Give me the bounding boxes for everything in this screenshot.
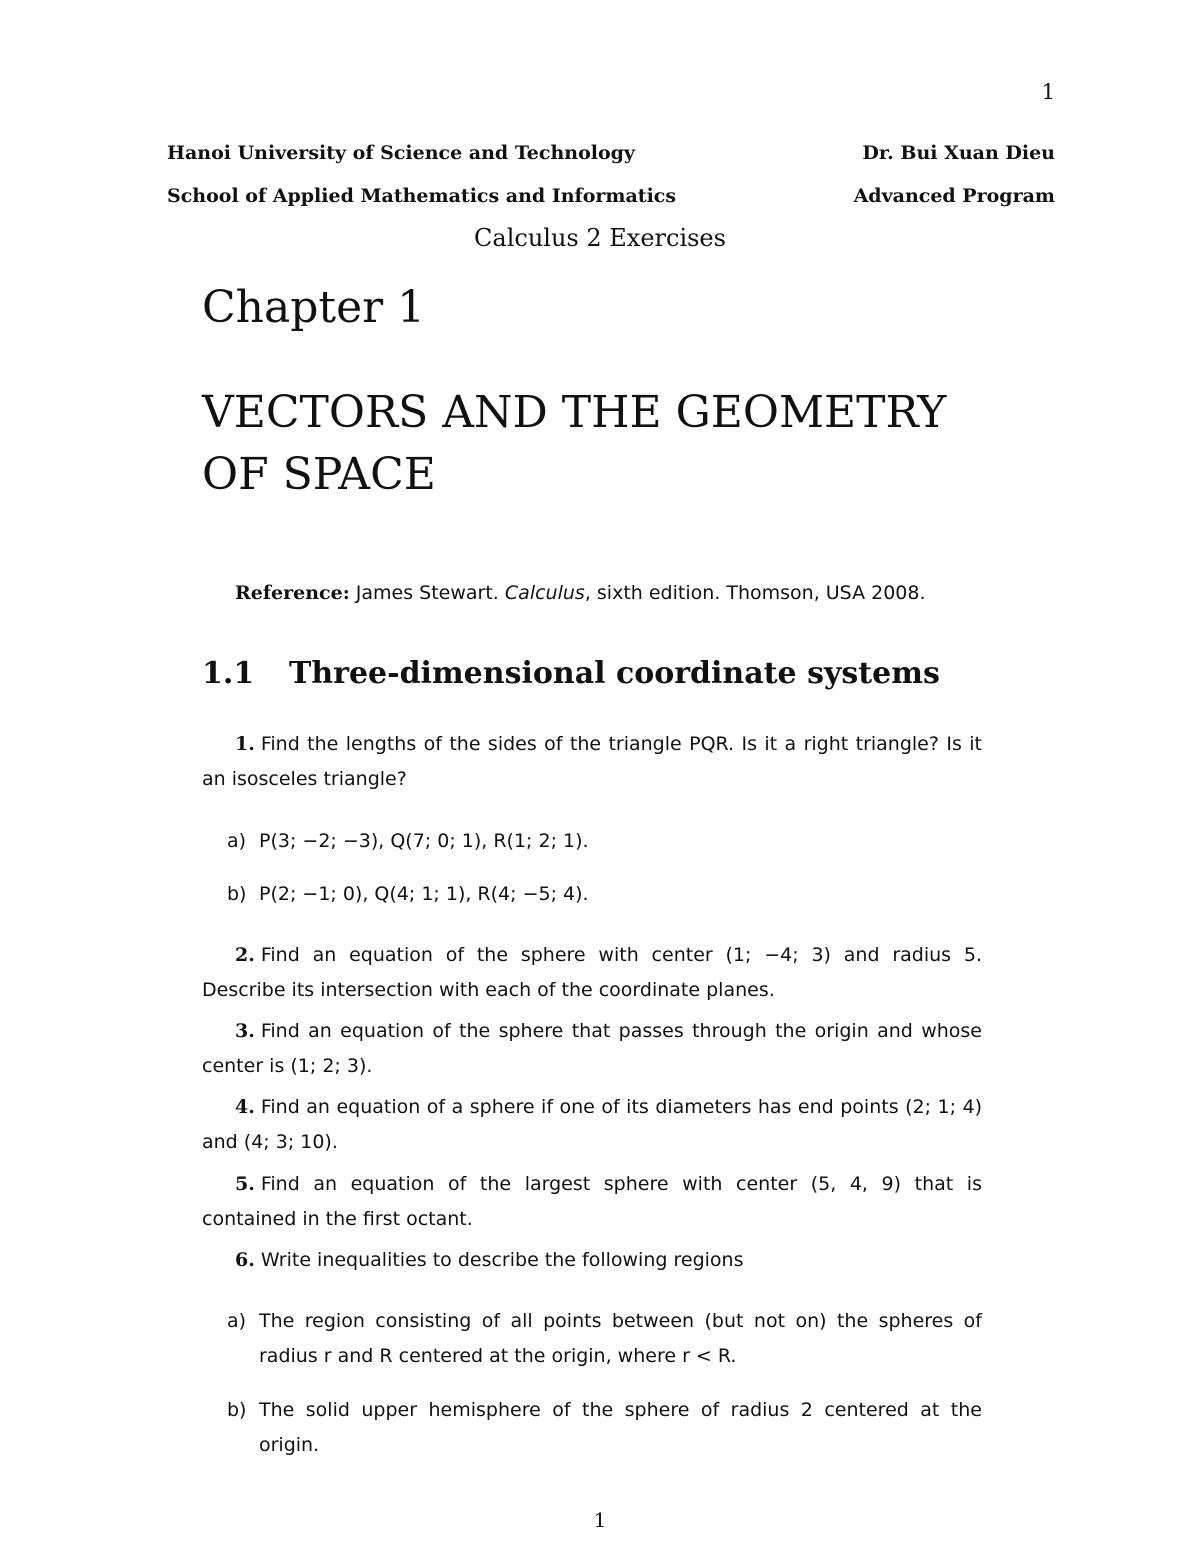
part-label: b): [227, 883, 247, 905]
part-text: The solid upper hemisphere of the sphere of radius 2 centered at the origin.: [259, 1399, 982, 1456]
part-text: P(2; −1; 0), Q(4; 1; 1), R(4; −5; 4).: [259, 883, 589, 905]
exercise-1-part-b: [227, 877, 982, 912]
exercise-6: [202, 1243, 982, 1278]
exercise-1-part-a: [227, 824, 982, 859]
reference-author: James Stewart.: [355, 582, 499, 604]
reference-rest: , sixth edition. Thomson, USA 2008.: [584, 582, 926, 604]
chapter-label: Chapter 1: [202, 282, 426, 333]
page-number-top: 1: [1041, 80, 1055, 104]
exercise-number: 2.: [235, 944, 255, 966]
header-university: Hanoi University of Science and Technology: [167, 142, 635, 164]
exercise-text: Find an equation of the largest sphere with center (5, 4, 9) that is contained in the first octant.: [202, 1173, 982, 1230]
exercise-text: Write inequalities to describe the following regions: [260, 1249, 744, 1271]
exercise-4: [202, 1090, 982, 1160]
header-program: Advanced Program: [853, 185, 1055, 207]
page-number-bottom: 1: [593, 1508, 607, 1532]
exercise-6-part-b: [227, 1393, 982, 1463]
exercise-number: 6.: [235, 1249, 255, 1271]
part-text: P(3; −2; −3), Q(7; 0; 1), R(1; 2; 1).: [259, 830, 589, 852]
exercise-2: [202, 938, 982, 1008]
exercise-text: Find an equation of the sphere that passes through the origin and whose center is (1; 2; 3).: [202, 1020, 982, 1077]
exercise-3: [202, 1014, 982, 1084]
course-title: Calculus 2 Exercises: [474, 224, 726, 252]
chapter-title: VECTORS AND THE GEOMETRY OF SPACE: [202, 387, 947, 500]
section-heading: [202, 656, 940, 691]
section-number: 1.1: [202, 656, 255, 691]
exercise-1: [202, 727, 982, 797]
reference-label: Reference:: [235, 582, 350, 604]
exercise-text: Find the lengths of the sides of the triangle PQR. Is it a right triangle? Is it an isosceles triangle?: [202, 733, 982, 790]
header-school: School of Applied Mathematics and Informatics: [167, 185, 677, 207]
exercise-text: Find an equation of a sphere if one of its diameters has end points (2; 1; 4) and (4; 3; 10).: [202, 1096, 982, 1153]
exercise-number: 5.: [235, 1173, 255, 1195]
part-text: The region consisting of all points between (but not on) the spheres of radius r and R centered at the origin, where r < R.: [259, 1310, 982, 1367]
exercise-number: 4.: [235, 1096, 255, 1118]
exercise-number: 3.: [235, 1020, 255, 1042]
reference-line: [235, 582, 926, 604]
exercise-text: Find an equation of the sphere with center (1; −4; 3) and radius 5. Describe its intersection with each of the coordinate planes.: [202, 944, 982, 1001]
exercise-number: 1.: [235, 733, 255, 755]
part-label: a): [227, 830, 247, 852]
header-author: Dr. Bui Xuan Dieu: [862, 142, 1055, 164]
part-label: a): [227, 1310, 247, 1332]
section-title: Three-dimensional coordinate systems: [289, 656, 940, 691]
part-label: b): [227, 1399, 247, 1421]
reference-book: Calculus: [504, 582, 585, 604]
exercise-5: [202, 1167, 982, 1237]
exercise-6-part-a: [227, 1304, 982, 1374]
